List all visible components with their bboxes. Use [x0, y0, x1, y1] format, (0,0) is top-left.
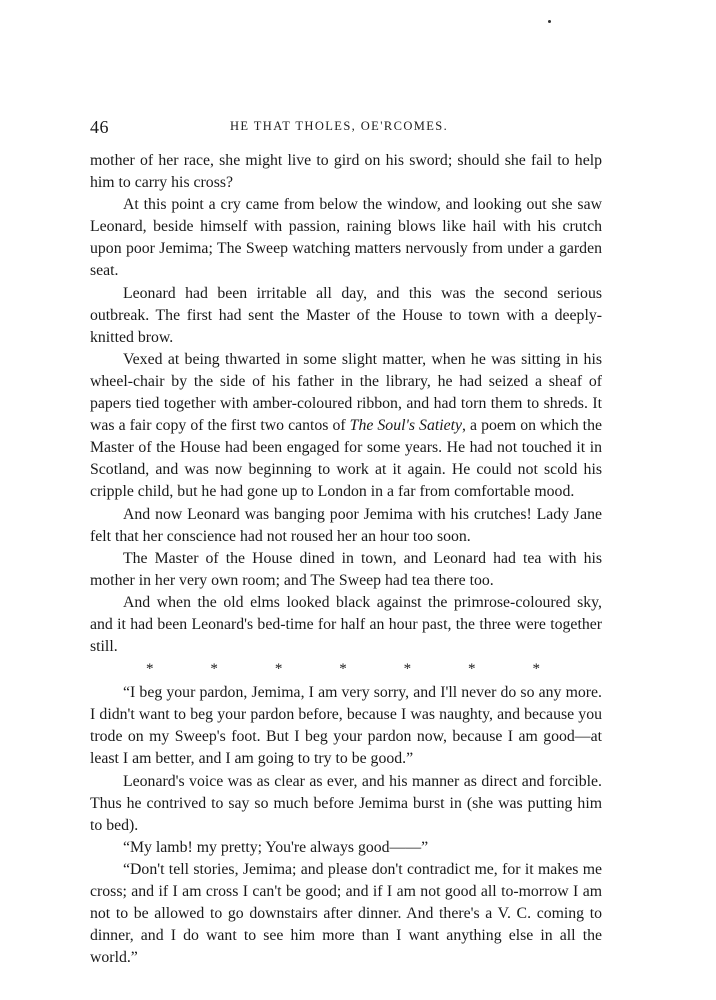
- separator-star: *: [274, 661, 283, 678]
- paragraph: At this point a cry came from below the window, and looking out she saw Leonard, beside himself with passion, raining blows like hail with his crutch upon poor Jemima; The Sweep watching matters nervously from under a garden seat.: [90, 196, 602, 280]
- paragraph: “My lamb! my pretty; You're always good——”: [123, 838, 429, 856]
- separator-star: *: [532, 661, 540, 678]
- paragraph: “Don't tell stories, Jemima; and please don't contradict me, for it makes me cross; and if I am cross I can't be good; and if I am not good all to-morrow I am not to be allowed to go downstairs after dinner. And there's a V. C. coming to dinner, and I do want to see him more than I want anything else in all the world.”: [90, 860, 602, 967]
- separator-star: *: [403, 661, 412, 678]
- page-number: 46: [90, 117, 109, 137]
- running-head: [90, 117, 602, 137]
- paragraph-text: Vexed at being thwarted in some slight matter, when he was sitting in his wheel-chair by the side of his father in the library, he had seized a sheaf of papers tied together with amber-coloured ribbon, and had torn them to shreds. It was a fair copy of the first two cantos of: [90, 350, 602, 435]
- separator-star: *: [146, 661, 154, 678]
- paragraph: mother of her race, she might live to gird on his sword; should she fail to help him to carry his cross?: [90, 152, 602, 192]
- separator-star: *: [468, 661, 476, 678]
- paragraph: Leonard had been irritable all day, and this was the second serious outbreak. The first had sent the Master of the House to town with a deeply-knitted brow.: [90, 284, 602, 346]
- paragraph: [90, 349, 602, 504]
- separator-star: *: [339, 661, 347, 678]
- paragraph: “I beg your pardon, Jemima, I am very sorry, and I'll never do so any more. I didn't want to beg your pardon before, because I was naughty, and because you trode on my Sweep's foot. But I beg your pardon now, because I am good—at least I am better, and I am going to try to be good.”: [90, 684, 602, 768]
- poem-title: The Soul's Satiety: [349, 417, 463, 435]
- paragraph: Leonard's voice was as clear as ever, and his manner as direct and forcible. Thus he contrived to say so much before Jemima burst in (she was putting him to bed).: [90, 772, 602, 834]
- separator-star: *: [210, 661, 218, 678]
- body-text: [90, 150, 602, 969]
- paragraph: The Master of the House dined in town, and Leonard had tea with his mother in her very own room; and The Sweep had tea there too.: [90, 549, 602, 589]
- running-title: HE THAT THOLES, OE'RCOMES.: [230, 119, 449, 133]
- paragraph-text: , a poem on which the Master of the House had been engaged for some years. He had not touched it in Scotland, and was now beginning to work at it again. He could not scold his cripple child, but he had gone up to London in a far from comfortable mood.: [90, 417, 602, 501]
- section-break: [90, 660, 602, 678]
- paper-speck: [548, 20, 551, 23]
- paragraph: And when the old elms looked black against the primrose-coloured sky, and it had been Leonard's bed-time for half an hour past, the three were together still.: [90, 593, 602, 656]
- paragraph: And now Leonard was banging poor Jemima with his crutches! Lady Jane felt that her conscience had not roused her an hour too soon.: [90, 505, 602, 545]
